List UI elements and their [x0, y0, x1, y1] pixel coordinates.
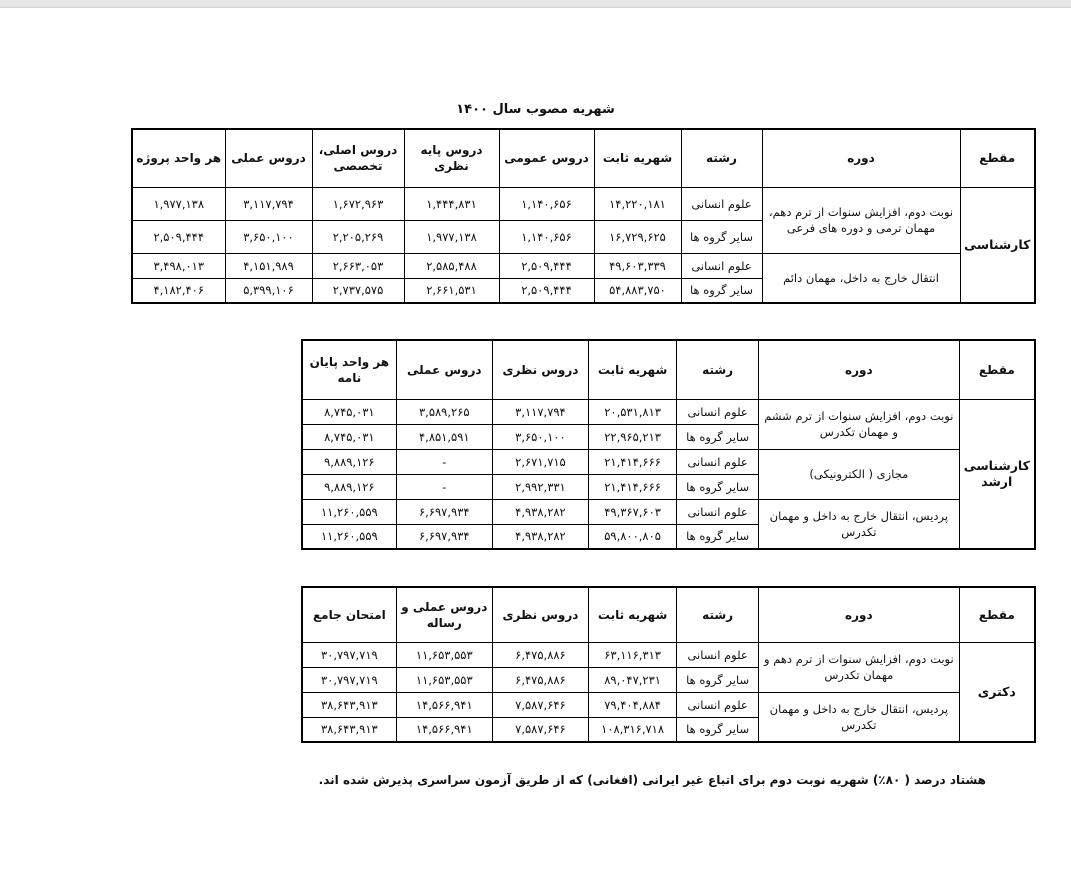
- header-comprehensive-exam: امتحان جامع: [302, 587, 396, 642]
- value-cell: ۹,۸۸۹,۱۲۶: [302, 449, 396, 474]
- field-cell: علوم انسانی: [677, 399, 759, 424]
- footnote: هشتاد درصد ( ۸۰٪) شهریه نوبت دوم برای اتباع غیر ایرانی (افغانی) که از طریق آزمون سراسری پذیرش شده اند.: [318, 773, 986, 787]
- table-row: [302, 449, 1035, 474]
- value-cell: ۱۴,۵۶۶,۹۴۱: [396, 692, 492, 717]
- value-cell: ۳۰,۷۹۷,۷۱۹: [302, 642, 396, 667]
- value-cell: ۵۹,۸۰۰,۸۰۵: [589, 524, 677, 549]
- value-cell: ۱۴,۲۲۰,۱۸۱: [594, 187, 681, 220]
- header-fixed-tuition: شهریه ثابت: [594, 129, 681, 187]
- value-cell: ۱,۴۴۴,۸۳۱: [404, 187, 499, 220]
- header-practical-thesis: دروس عملی و رساله: [396, 587, 492, 642]
- course-cell: پردیس، انتقال خارج به داخل و مهمان تکدرس: [759, 692, 959, 742]
- value-cell: ۲,۵۸۵,۴۸۸: [404, 253, 499, 278]
- value-cell: ۷,۵۸۷,۶۴۶: [492, 692, 588, 717]
- value-cell: ۷۹,۴۰۴,۸۸۴: [589, 692, 677, 717]
- level-cell: کارشناسی ارشد: [959, 399, 1035, 549]
- value-cell: ۲,۵۰۹,۴۴۴: [132, 220, 225, 253]
- value-cell: ۲,۲۰۵,۲۶۹: [312, 220, 404, 253]
- value-cell: ۱۱,۶۵۳,۵۵۳: [396, 642, 492, 667]
- course-cell: نوبت دوم، افزایش سنوات از ترم دهم، مهمان ترمی و دوره های فرعی: [762, 187, 960, 253]
- header-course: دوره: [759, 587, 959, 642]
- field-cell: سایر گروه ها: [677, 717, 759, 742]
- value-cell: ۲,۹۹۲,۳۳۱: [492, 474, 588, 499]
- value-cell: ۶۳,۱۱۶,۳۱۳: [589, 642, 677, 667]
- value-cell: ۱۰۸,۳۱۶,۷۱۸: [589, 717, 677, 742]
- header-practical: دروس عملی: [225, 129, 312, 187]
- header-level: مقطع: [959, 587, 1035, 642]
- course-cell: نوبت دوم، افزایش سنوات از ترم ششم و مهمان تکدرس: [759, 399, 959, 449]
- value-cell: ۷,۵۸۷,۶۴۶: [492, 717, 588, 742]
- value-cell: -: [396, 474, 492, 499]
- header-theory-courses: دروس نظری: [492, 587, 588, 642]
- field-cell: علوم انسانی: [681, 253, 762, 278]
- field-cell: سایر گروه ها: [677, 424, 759, 449]
- header-fixed-tuition: شهریه ثابت: [589, 340, 677, 399]
- header-theory-courses: دروس نظری: [492, 340, 588, 399]
- value-cell: ۲۰,۵۳۱,۸۱۳: [589, 399, 677, 424]
- value-cell: ۱۱,۲۶۰,۵۵۹: [302, 524, 396, 549]
- value-cell: ۱۶,۷۲۹,۶۲۵: [594, 220, 681, 253]
- value-cell: ۱,۹۷۷,۱۳۸: [404, 220, 499, 253]
- table-row: [302, 399, 1035, 424]
- value-cell: ۲۲,۹۶۵,۲۱۳: [589, 424, 677, 449]
- value-cell: ۳,۶۵۰,۱۰۰: [225, 220, 312, 253]
- header-general-courses: دروس عمومی: [499, 129, 594, 187]
- field-cell: سایر گروه ها: [681, 278, 762, 303]
- value-cell: ۳,۵۸۹,۲۶۵: [396, 399, 492, 424]
- header-field: رشته: [681, 129, 762, 187]
- value-cell: ۴,۱۵۱,۹۸۹: [225, 253, 312, 278]
- page-title: شهریه مصوب سال ۱۴۰۰: [456, 102, 615, 117]
- tuition-table-masters: [301, 339, 1036, 550]
- value-cell: ۴,۹۳۸,۲۸۲: [492, 499, 588, 524]
- value-cell: ۳۸,۶۴۳,۹۱۳: [302, 717, 396, 742]
- header-per-thesis-unit: هر واحد پایان نامه: [302, 340, 396, 399]
- table-row: [302, 499, 1035, 524]
- table-header-row: [302, 340, 1035, 399]
- value-cell: ۶,۶۹۷,۹۳۴: [396, 524, 492, 549]
- value-cell: ۲۱,۴۱۴,۶۶۶: [589, 474, 677, 499]
- value-cell: ۱,۱۴۰,۶۵۶: [499, 187, 594, 220]
- field-cell: سایر گروه ها: [677, 667, 759, 692]
- value-cell: ۱۱,۶۵۳,۵۵۳: [396, 667, 492, 692]
- field-cell: علوم انسانی: [677, 449, 759, 474]
- value-cell: ۳,۴۹۸,۰۱۳: [132, 253, 225, 278]
- value-cell: ۸۹,۰۴۷,۲۳۱: [589, 667, 677, 692]
- level-cell: دکتری: [959, 642, 1035, 742]
- header-level: مقطع: [960, 129, 1035, 187]
- value-cell: ۱۱,۲۶۰,۵۵۹: [302, 499, 396, 524]
- value-cell: ۱۴,۵۶۶,۹۴۱: [396, 717, 492, 742]
- table-row: [302, 642, 1035, 667]
- field-cell: سایر گروه ها: [681, 220, 762, 253]
- value-cell: ۴,۱۸۲,۴۰۶: [132, 278, 225, 303]
- value-cell: ۳,۶۵۰,۱۰۰: [492, 424, 588, 449]
- tuition-table-phd: [301, 586, 1036, 743]
- field-cell: سایر گروه ها: [677, 474, 759, 499]
- value-cell: ۴۹,۶۰۳,۳۳۹: [594, 253, 681, 278]
- course-cell: نوبت دوم، افزایش سنوات از ترم دهم و مهمان تکدرس: [759, 642, 959, 692]
- value-cell: ۲۱,۴۱۴,۶۶۶: [589, 449, 677, 474]
- table-row: [302, 692, 1035, 717]
- header-course: دوره: [762, 129, 960, 187]
- header-per-project-unit: هر واحد پروژه: [132, 129, 225, 187]
- header-field: رشته: [677, 587, 759, 642]
- value-cell: -: [396, 449, 492, 474]
- value-cell: ۴,۸۵۱,۵۹۱: [396, 424, 492, 449]
- value-cell: ۹,۸۸۹,۱۲۶: [302, 474, 396, 499]
- table-row: [132, 253, 1035, 278]
- value-cell: ۲,۵۰۹,۴۴۴: [499, 278, 594, 303]
- value-cell: ۵۴,۸۸۳,۷۵۰: [594, 278, 681, 303]
- header-practical: دروس عملی: [396, 340, 492, 399]
- header-fixed-tuition: شهریه ثابت: [589, 587, 677, 642]
- course-cell: انتقال خارج به داخل، مهمان دائم: [762, 253, 960, 303]
- header-course: دوره: [759, 340, 959, 399]
- value-cell: ۳۸,۶۴۳,۹۱۳: [302, 692, 396, 717]
- value-cell: ۸,۷۴۵,۰۳۱: [302, 399, 396, 424]
- value-cell: ۶,۶۹۷,۹۳۴: [396, 499, 492, 524]
- value-cell: ۶,۴۷۵,۸۸۶: [492, 667, 588, 692]
- field-cell: سایر گروه ها: [677, 524, 759, 549]
- header-field: رشته: [677, 340, 759, 399]
- course-cell: پردیس، انتقال خارج به داخل و مهمان تکدرس: [759, 499, 959, 549]
- field-cell: علوم انسانی: [677, 499, 759, 524]
- value-cell: ۲,۷۳۷,۵۷۵: [312, 278, 404, 303]
- table-row: [132, 187, 1035, 220]
- browser-top-bar: [0, 0, 1071, 8]
- header-main-specialized: دروس اصلی، تخصصی: [312, 129, 404, 187]
- value-cell: ۸,۷۴۵,۰۳۱: [302, 424, 396, 449]
- field-cell: علوم انسانی: [681, 187, 762, 220]
- table-header-row: [302, 587, 1035, 642]
- value-cell: ۳,۱۱۷,۷۹۴: [225, 187, 312, 220]
- header-basic-theory: دروس پایه نظری: [404, 129, 499, 187]
- value-cell: ۲,۶۶۳,۰۵۳: [312, 253, 404, 278]
- value-cell: ۲,۵۰۹,۴۴۴: [499, 253, 594, 278]
- value-cell: ۵,۳۹۹,۱۰۶: [225, 278, 312, 303]
- tuition-table-bachelor: [131, 128, 1036, 304]
- table-header-row: [132, 129, 1035, 187]
- value-cell: ۱,۱۴۰,۶۵۶: [499, 220, 594, 253]
- level-cell: کارشناسی: [960, 187, 1035, 303]
- field-cell: علوم انسانی: [677, 642, 759, 667]
- field-cell: علوم انسانی: [677, 692, 759, 717]
- header-level: مقطع: [959, 340, 1035, 399]
- value-cell: ۴,۹۳۸,۲۸۲: [492, 524, 588, 549]
- value-cell: ۲,۶۷۱,۷۱۵: [492, 449, 588, 474]
- value-cell: ۱,۹۷۷,۱۳۸: [132, 187, 225, 220]
- value-cell: ۳,۱۱۷,۷۹۴: [492, 399, 588, 424]
- value-cell: ۲,۶۶۱,۵۳۱: [404, 278, 499, 303]
- value-cell: ۴۹,۳۶۷,۶۰۳: [589, 499, 677, 524]
- value-cell: ۱,۶۷۲,۹۶۳: [312, 187, 404, 220]
- course-cell: مجازی ( الکترونیکی): [759, 449, 959, 499]
- value-cell: ۳۰,۷۹۷,۷۱۹: [302, 667, 396, 692]
- value-cell: ۶,۴۷۵,۸۸۶: [492, 642, 588, 667]
